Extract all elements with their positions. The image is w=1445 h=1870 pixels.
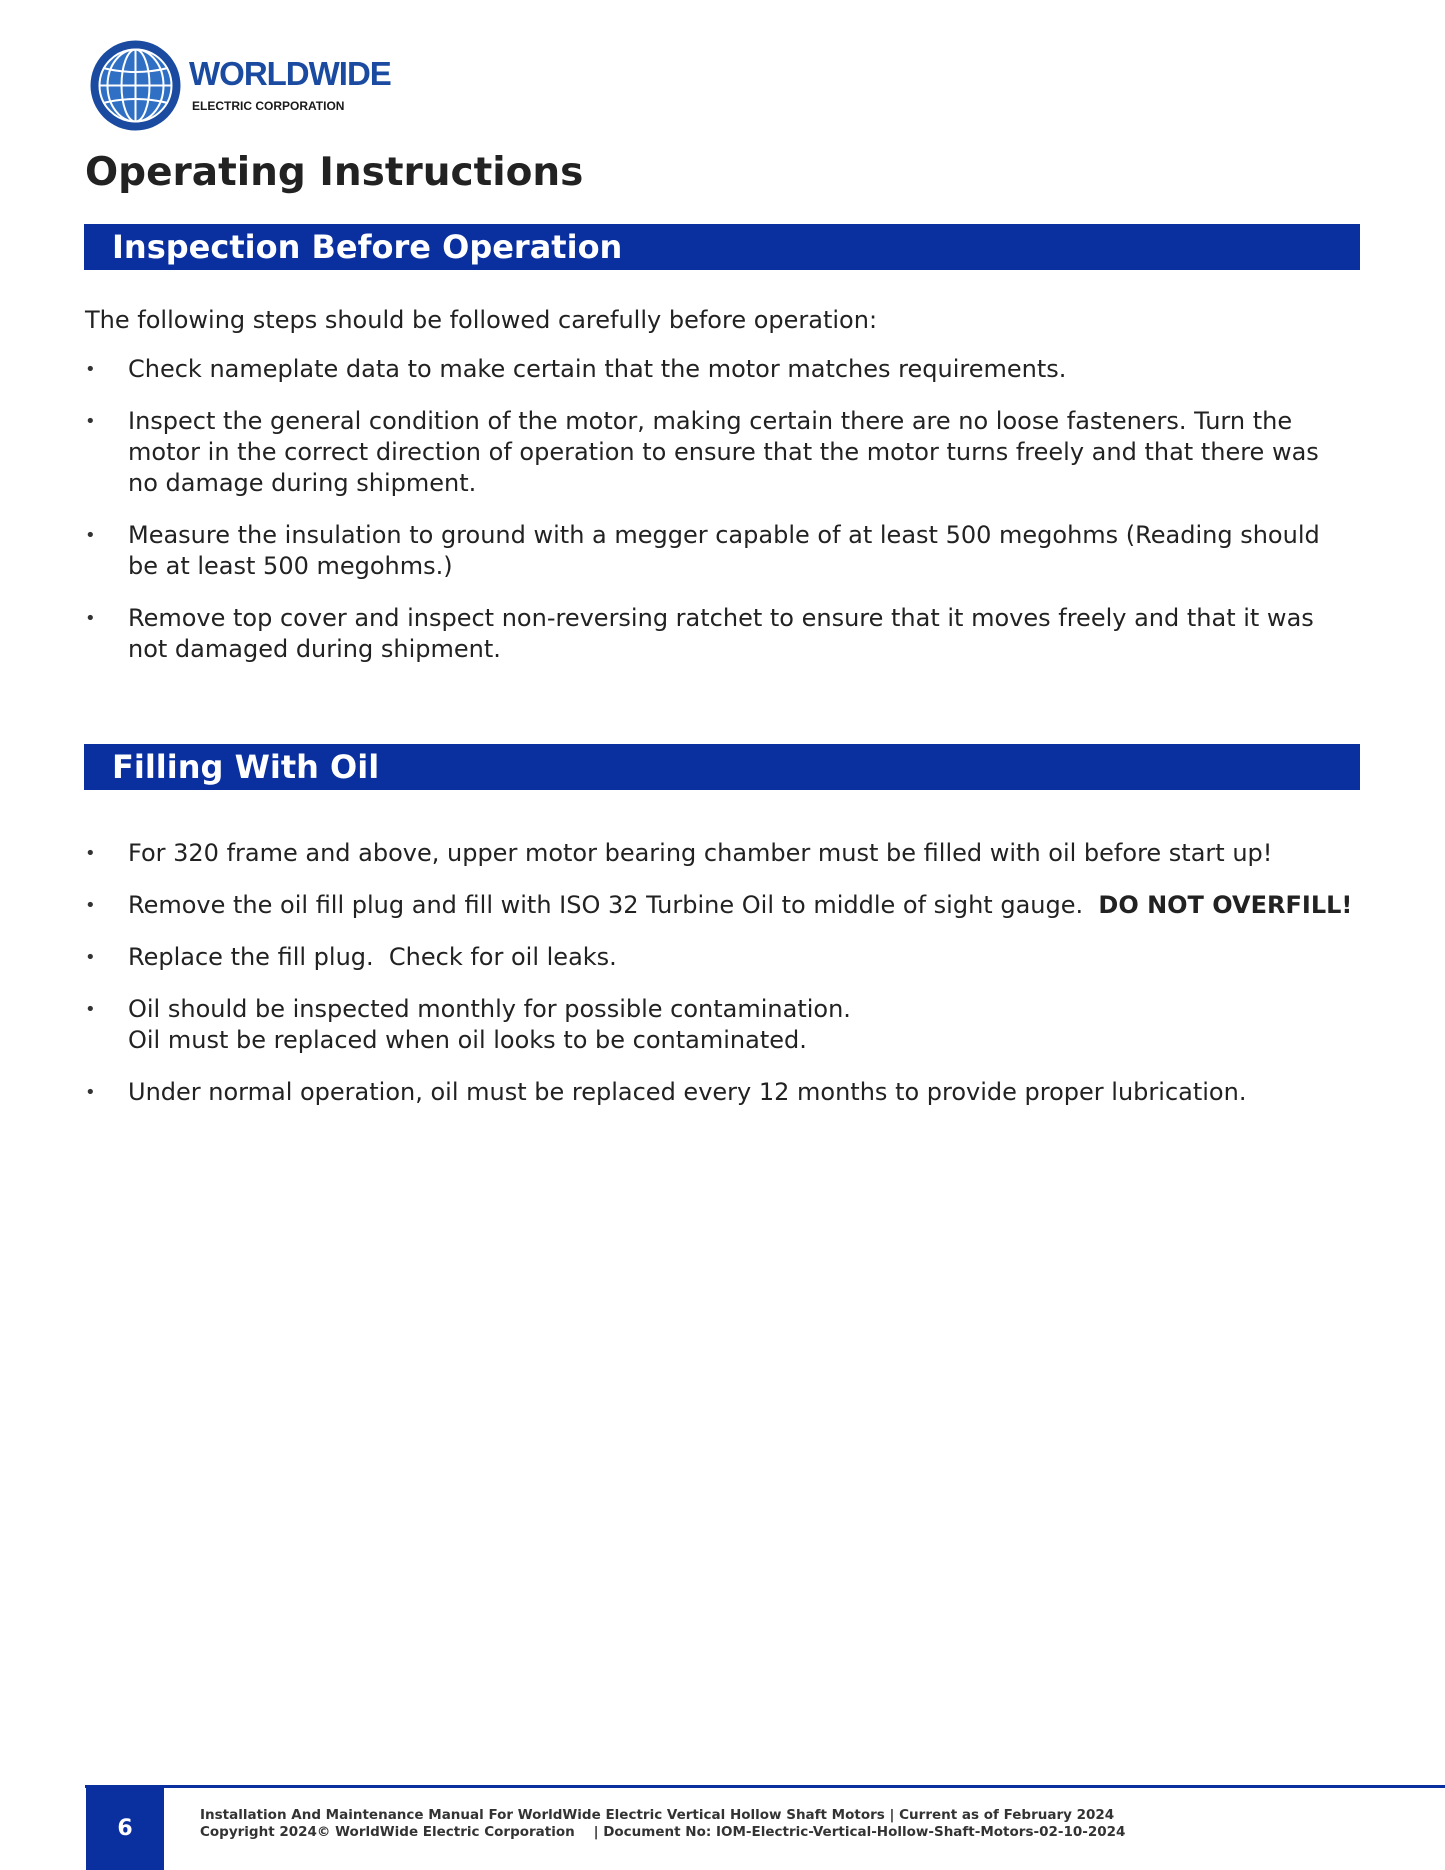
text-line: not damaged during shipment.	[128, 635, 501, 663]
list-item-text	[128, 995, 851, 1054]
bullet-icon: •	[85, 1082, 96, 1103]
list-item	[85, 1077, 1360, 1108]
list-item-text	[128, 407, 1319, 497]
bullet-icon: •	[85, 608, 96, 629]
text-line: motor in the correct direction of operation to ensure that the motor turns freely and that there was	[128, 438, 1319, 466]
company-logo	[88, 38, 391, 133]
logo-wordmark: WORLDWIDE	[189, 55, 391, 92]
list-item	[85, 942, 1360, 973]
list-item-text	[128, 1078, 1246, 1106]
footer-text	[200, 1807, 1125, 1841]
footer-line-1: Installation And Maintenance Manual For WorldWide Electric Vertical Hollow Shaft Motors | Current as of February 2024	[200, 1807, 1115, 1823]
list-item	[85, 994, 1360, 1056]
bullet-icon: •	[85, 411, 96, 432]
text-line: Oil should be inspected monthly for possible contamination.	[128, 995, 851, 1023]
list-item	[85, 354, 1360, 385]
page-title: Operating Instructions	[85, 150, 584, 195]
bullet-icon: •	[85, 947, 96, 968]
text-line: be at least 500 megohms.)	[128, 552, 453, 580]
text-line: Inspect the general condition of the motor, making certain there are no loose fasteners. Turn the	[128, 407, 1293, 435]
list-item	[85, 520, 1360, 582]
text-line: Remove top cover and inspect non-reversing ratchet to ensure that it moves freely and that it was	[128, 604, 1314, 632]
text-line: Replace the fill plug. Check for oil leaks.	[128, 943, 617, 971]
bullet-icon: •	[85, 359, 96, 380]
list-item	[85, 890, 1360, 921]
inspection-steps-list	[85, 354, 1360, 686]
page-number: 6	[86, 1786, 164, 1870]
text-line: Remove the oil fill plug and fill with ISO 32 Turbine Oil to middle of sight gauge.	[128, 891, 1084, 919]
section-heading-filling-oil: Filling With Oil	[84, 744, 1360, 790]
footer-divider	[85, 1785, 1445, 1788]
list-item-text	[128, 839, 1272, 867]
list-item-text	[128, 355, 1066, 383]
list-item	[85, 838, 1360, 869]
list-item-text	[128, 521, 1320, 580]
text-line: Under normal operation, oil must be replaced every 12 months to provide proper lubrication.	[128, 1078, 1247, 1106]
list-item	[85, 406, 1360, 499]
list-item-text	[128, 604, 1314, 663]
overfill-warning: DO NOT OVERFILL!	[1098, 891, 1353, 919]
section-intro: The following steps should be followed carefully before operation:	[85, 306, 878, 334]
list-item-text	[128, 891, 1352, 919]
globe-icon	[88, 38, 183, 133]
text-line: no damage during shipment.	[128, 469, 477, 497]
logo-subtitle: ELECTRIC CORPORATION	[192, 99, 345, 113]
bullet-icon: •	[85, 999, 96, 1020]
bullet-icon: •	[85, 525, 96, 546]
bullet-icon: •	[85, 895, 96, 916]
bullet-icon: •	[85, 843, 96, 864]
footer-line-2: Copyright 2024© WorldWide Electric Corporation | Document No: IOM-Electric-Vertical-Hollow-Shaft-Motors-02-10-2024	[200, 1824, 1126, 1840]
section-heading-inspection: Inspection Before Operation	[84, 224, 1360, 270]
list-item	[85, 603, 1360, 665]
text-line: For 320 frame and above, upper motor bearing chamber must be filled with oil before start up!	[128, 839, 1273, 867]
text-line: Oil must be replaced when oil looks to be contaminated.	[128, 1026, 807, 1054]
oil-steps-list	[85, 838, 1360, 1129]
text-line: Check nameplate data to make certain that the motor matches requirements.	[128, 355, 1067, 383]
text-line: Measure the insulation to ground with a megger capable of at least 500 megohms (Reading should	[128, 521, 1320, 549]
list-item-text	[128, 943, 617, 971]
